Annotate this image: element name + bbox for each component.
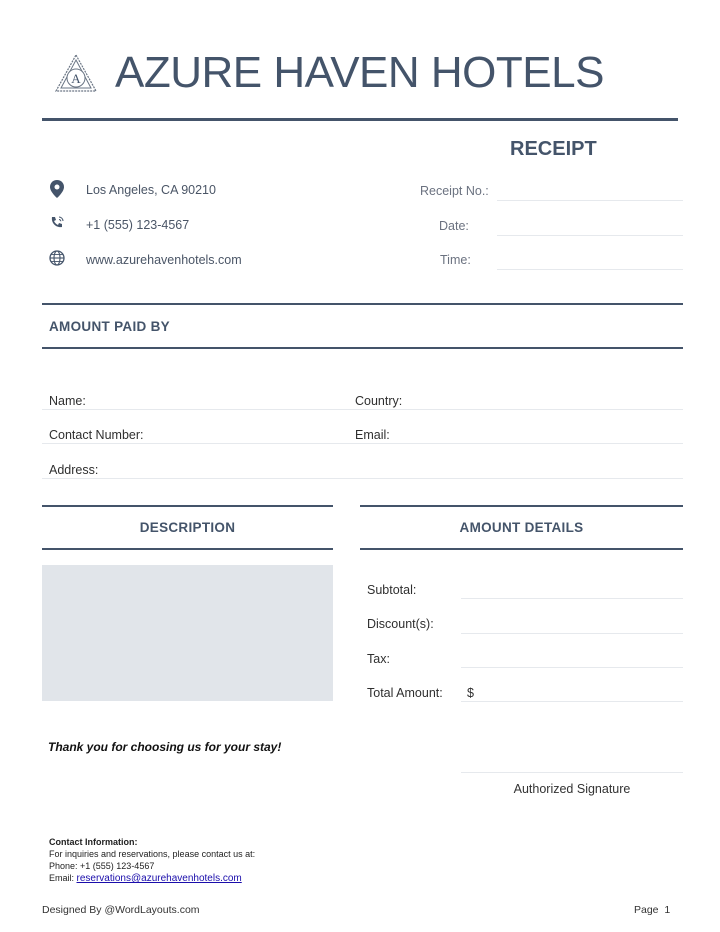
divider <box>360 505 683 507</box>
globe-icon <box>49 250 65 271</box>
total-amount-field[interactable] <box>461 701 683 702</box>
address-field[interactable] <box>42 478 683 479</box>
authorized-signature-label: Authorized Signature <box>513 782 631 796</box>
hotel-logo <box>53 52 99 96</box>
contact-email-row <box>49 872 255 885</box>
website-text: www.azurehavenhotels.com <box>86 253 242 267</box>
address-label: Address: <box>49 463 99 477</box>
description-box[interactable] <box>42 565 333 701</box>
phone-text: +1 (555) 123-4567 <box>86 218 190 232</box>
contact-information-block <box>49 836 255 885</box>
total-amount-label: Total Amount: <box>367 686 443 700</box>
divider <box>42 303 683 305</box>
page-number: Page 1 <box>634 904 671 916</box>
contact-email-field[interactable] <box>42 443 683 444</box>
svg-text:A: A <box>71 71 81 86</box>
company-name: AZURE HAVEN HOTELS <box>115 48 604 97</box>
time-field[interactable] <box>497 269 683 270</box>
thank-you-message: Thank you for choosing us for your stay! <box>48 740 282 754</box>
date-label: Date: <box>439 219 469 233</box>
contact-phone: Phone: +1 (555) 123-4567 <box>49 861 155 871</box>
phone-icon <box>49 215 65 236</box>
contact-information-heading: Contact Information: <box>49 837 138 847</box>
subtotal-label: Subtotal: <box>367 583 417 597</box>
header-divider <box>42 118 678 121</box>
date-field[interactable] <box>497 235 683 236</box>
divider <box>42 548 333 550</box>
discount-label: Discount(s): <box>367 617 434 631</box>
divider <box>42 347 683 349</box>
country-label: Country: <box>355 394 403 408</box>
amount-details-heading: AMOUNT DETAILS <box>459 520 584 535</box>
contact-number-label: Contact Number: <box>49 428 144 442</box>
discount-field[interactable] <box>461 633 683 634</box>
divider <box>42 505 333 507</box>
designed-by-credit: Designed By @WordLayouts.com <box>42 904 200 916</box>
address-text: Los Angeles, CA 90210 <box>86 183 216 197</box>
subtotal-field[interactable] <box>461 598 683 599</box>
currency-symbol: $ <box>467 686 474 700</box>
contact-email-link[interactable]: reservations@azurehavenhotels.com <box>76 873 242 884</box>
tax-label: Tax: <box>367 652 390 666</box>
name-country-field[interactable] <box>42 409 683 410</box>
email-label: Email: <box>355 428 390 442</box>
amount-paid-by-heading: AMOUNT PAID BY <box>49 319 170 334</box>
time-label: Time: <box>440 253 471 267</box>
receipt-no-label: Receipt No.: <box>420 184 489 198</box>
receipt-no-field[interactable] <box>497 200 683 201</box>
receipt-title: RECEIPT <box>510 138 597 160</box>
location-pin-icon <box>50 180 64 203</box>
contact-information-line: For inquiries and reservations, please contact us at: <box>49 849 256 859</box>
description-heading: DESCRIPTION <box>139 520 236 535</box>
signature-line[interactable] <box>461 772 683 773</box>
tax-field[interactable] <box>461 667 683 668</box>
divider <box>360 548 683 550</box>
name-label: Name: <box>49 394 86 408</box>
contact-email-prefix: Email: <box>49 873 77 883</box>
